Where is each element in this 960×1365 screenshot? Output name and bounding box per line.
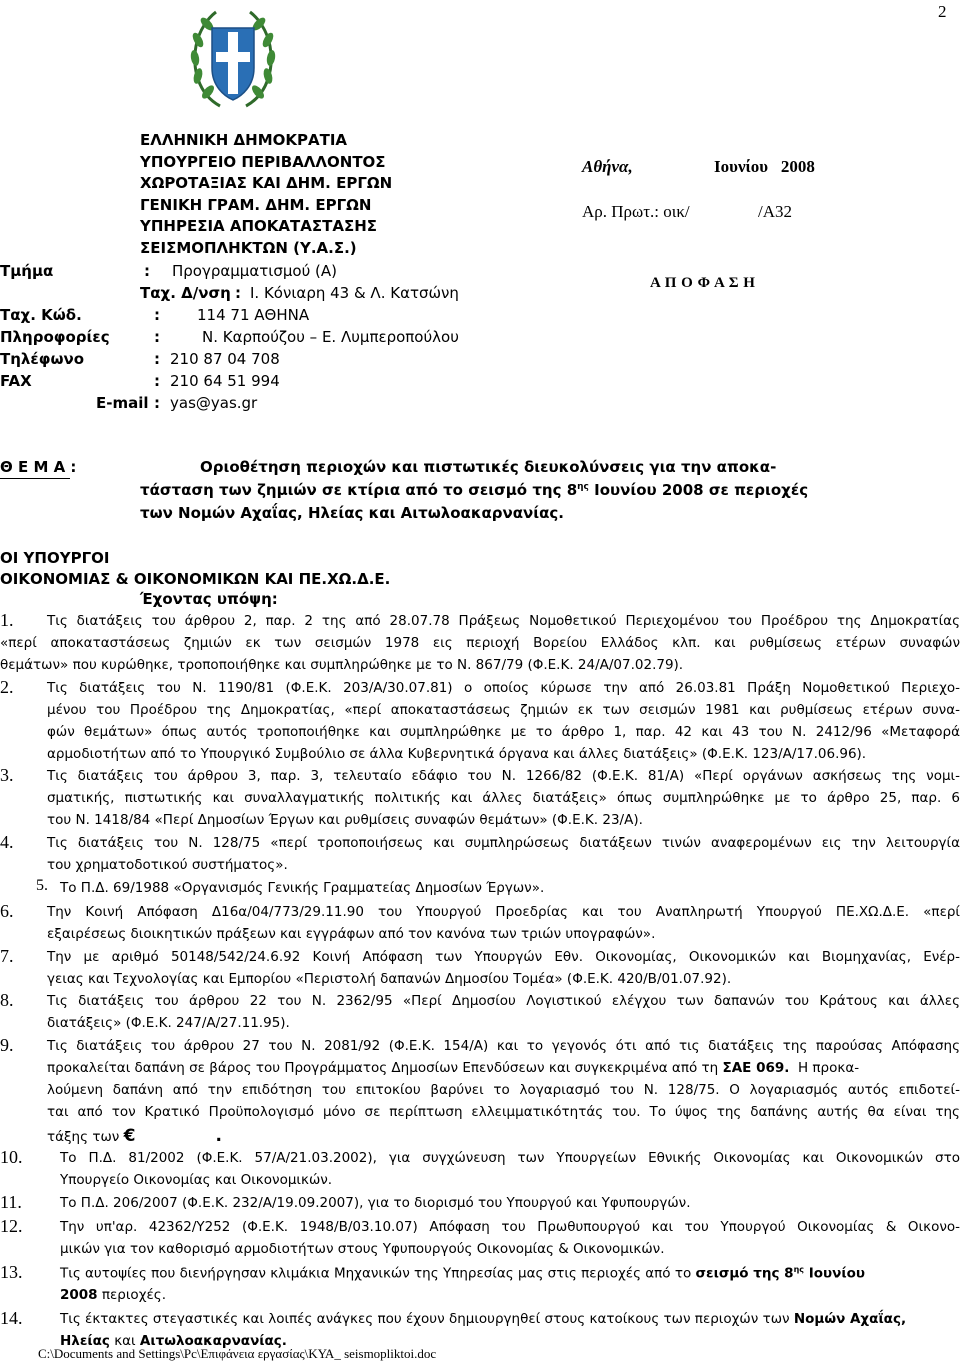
item-9-line: τάξης των € . [47,1126,222,1146]
colon: : [235,284,241,302]
item-9-line: Τις διατάξεις του άρθρου 27 του Ν. 2081/92 (Φ.Ε.Κ. 154/Α) και το γεγονός ότι από τις διατάξεις της παρούσας Απόφασης [47,1038,960,1054]
item-4-line: του χρηματοδοτικού συστήματος». [47,857,288,873]
header-line: ΣΕΙΣΜΟΠΛΗΚΤΩΝ (Υ.Α.Σ.) [140,238,357,257]
field-value-tmima: Προγραμματισμού (Α) [172,262,337,280]
item-9-line: λούμενη δαπάνη από την επιδότηση του επιτοκίου βαρύνει το λογαριασμό του Ν. 128/75. Ο λογαριασμός αυτός επιδοτεί- [47,1082,960,1098]
field-label-phone: Τηλέφωνο [0,350,85,368]
item-2-line: φών θεμάτων» όπως αυτός τροποποιήθηκε και συμπληρώθηκε με το άρθρο 1, παρ. 42 και 43 του Ν. 2412/96 «Μεταφορά [47,724,960,740]
item-4-line: Τις διατάξεις του Ν. 128/75 «περί τροποποιήσεως και συμπληρώσεως διατάξεων τινών αναφερομένων εις την λειτουργία [47,835,960,851]
item-14-line: Ηλείας και Αιτωλοακαρνανίας. [60,1333,287,1349]
header-line: ΓΕΝΙΚΗ ΓΡΑΜ. ΔΗΜ. ΕΡΓΩΝ [140,195,372,214]
item-number: 6. [0,901,14,921]
field-value-fax: 210 64 51 994 [170,372,280,390]
item-6-line: Την Κοινή Απόφαση Δ16α/04/773/29.11.90 του Υπουργού Προεδρίας και του Αναπληρωτή Υπουργού ΠΕ.ΧΩ.Δ.Ε. «περί [47,904,960,920]
item-number: 13. [0,1262,23,1282]
item-number: 4. [0,832,14,852]
item-1-line: «περί αποκαταστάσεως ζημιών εκ των σεισμών 1978 εις περιοχή Βορείου Ελλάδος κλπ. και ρυθμίσεως ετέρων συναφών [0,635,960,651]
ministers-title: ΟΙΚΟΝΟΜΙΑΣ & ΟΙΚΟΝΟΜΙΚΩΝ ΚΑΙ ΠΕ.ΧΩ.Δ.Ε. [0,570,391,588]
header-line: ΧΩΡΟΤΑΞΙΑΣ ΚΑΙ ΔΗΜ. ΕΡΓΩΝ [140,174,393,192]
item-1-line: θεμάτων» που κυρώθηκε, τροποποιήθηκε και συμπληρώθηκε με το Ν. 867/79 (Φ.Ε.Κ. 24/Α/07.02.79). [0,657,684,673]
subject-line: των Νομών Αχαΐας, Ηλείας και Αιτωλοακαρνανίας. [140,504,565,522]
footer-file-path: C:\Documents and Settings\Pc\Επιφάνεια εργασίας\ΚΥΑ_ seismopliktoi.doc [38,1346,437,1361]
item-number: 11. [0,1192,22,1212]
date: Ιουνίου 2008 [714,157,815,176]
colon: : [154,328,160,346]
item-7-line: Την με αριθμό 50148/542/24.6.92 Κοινή Απόφαση των Υπουργών Εθν. Οικονομίας, Οικονομικών και Βιομηχανίας, Ενέρ- [47,949,960,965]
item-7-line: γειας και Τεχνολογίας και Εμπορίου «Περιστολή δαπανών Δημοσίου Τομέα» (Φ.Ε.Κ. 420/Β/01.07.92). [47,971,732,987]
subject-underline [0,478,70,479]
item-11-line: Το Π.Δ. 206/2007 (Φ.Ε.Κ. 232/Α/19.09.2007), για το διορισμό του Υπουργού και Υφυπουργών. [60,1195,691,1211]
item-12-line: μικών για τον καθορισμό αρμοδιοτήτων στους Υφυπουργούς Οικονομίας & Οικονομικών. [60,1241,665,1257]
item-2-line: μένου του Προέδρου της Δημοκρατίας, «περί αποκαταστάσεως ζημιών εκ των σεισμών 1981 και ρυθμίσεως ετέρων συνα- [47,702,960,718]
place: Αθήνα, [582,157,633,176]
item-number: 5. [36,877,48,894]
item-3-line: Τις διατάξεις του άρθρου 3, παρ. 3, τελευταίο εδάφιο του Ν. 1266/82 (Φ.Ε.Κ. 81/Α) «Περί οργάνων ασκήσεως της νομι- [47,768,960,784]
field-value-postcode: 114 71 ΑΘΗΝΑ [197,306,310,324]
item-number: 9. [0,1035,14,1055]
item-5-line: Το Π.Δ. 69/1988 «Οργανισμός Γενικής Γραμματείας Δημοσίων Έργων». [60,880,545,896]
item-number: 1. [0,610,14,630]
colon: : [154,394,160,412]
euro-sign-icon: € [123,1126,136,1146]
item-8-line: διατάξεις» (Φ.Ε.Κ. 247/Α/27.11.95). [47,1015,290,1031]
field-value-address: Ι. Κόνιαρη 43 & Λ. Κατσώνη [250,284,459,302]
item-13-line: Τις αυτοψίες που διενήργησαν κλιμάκια Μηχανικών της Υπηρεσίας μας στις περιοχές από το σεισμό της $8^{\eta\varsigma}$ Ιουνίου [60,1265,865,1282]
item-number: 8. [0,990,14,1010]
field-value-info: Ν. Καρπούζου – Ε. Λυμπεροπούλου [202,328,459,346]
item-13-line: 2008 περιοχές. [60,1287,167,1303]
item-1-line: Τις διατάξεις του άρθρου 2, παρ. 2 της από 28.07.78 Πράξεως Νομοθετικού Περιεχομένου του Προέδρου της Δημοκρατίας [47,613,960,629]
field-label-info: Πληροφορίες [0,328,110,346]
colon: : [144,262,150,280]
header-line: ΥΠΗΡΕΣΙΑ ΑΠΟΚΑΤΑΣΤΑΣΗΣ [140,217,377,235]
considering-heading: Έχοντας υπόψη: [140,590,278,608]
ministers-title: ΟΙ ΥΠΟΥΡΓΟΙ [0,549,110,567]
colon: : [154,350,160,368]
item-9-line: προκαλείται δαπάνη σε βάρος του Προγράμματος Δημοσίων Επενδύσεων και συγκεκριμένα από τη ΣΑΕ 069. Η προκα- [47,1060,860,1076]
header-line: ΕΛΛΗΝΙΚΗ ΔΗΜΟΚΡΑΤΙΑ [140,131,348,149]
greek-coat-of-arms-emblem [190,6,276,112]
item-2-line: Τις διατάξεις του Ν. 1190/81 (Φ.Ε.Κ. 203/Α/30.07.81) ο οποίος κύρωσε την από 26.03.81 Πράξη Νομοθετικού Περιεχο- [47,680,960,696]
field-label-address: Ταχ. Δ/νση [140,284,231,302]
item-12-line: Την υπ'αρ. 42362/Υ252 (Φ.Ε.Κ. 1948/Β/03.10.07) Απόφαση του Πρωθυπουργού και του Υπουργού Οικονομίας & Οικονο- [60,1219,960,1235]
item-number: 14. [0,1308,23,1328]
item-number: 7. [0,946,14,966]
subject-line: τάσταση των ζημιών σε κτίρια από το σεισμό της $8^{\eta\varsigma}$ Ιουνίου 2008 σε περιοχές [140,481,809,499]
field-label-postcode: Ταχ. Κώδ. [0,306,82,324]
subject-line: Οριοθέτηση περιοχών και πιστωτικές διευκολύνσεις για την αποκα- [200,458,777,476]
subject-label: Θ Ε Μ Α : [0,458,77,476]
field-label-fax: FAX [0,372,32,390]
sae-code: ΣΑΕ 069. [722,1060,790,1076]
item-2-line: αρμοδιοτήτων από το Υπουργικό Συμβούλιο σε άλλα Κυβερνητικά όργανα και άλλες διατάξεις» (Φ.Ε.Κ. 123/Α/17.06.96). [47,746,867,762]
item-number: 2. [0,677,14,697]
authority-header [140,130,392,259]
item-3-line: του Ν. 1418/84 «Περί Δημοσίων Έργων και ρυθμίσεις συναφών θεμάτων» (Φ.Ε.Κ. 23/Α). [47,812,643,828]
item-9-line: ται από τον Κρατικό Προϋπολογισμό μόνο σε περίπτωση ελλειμματικότητάς του. Το ύψος της δαπάνης αυτής θα είναι της [47,1104,960,1120]
item-14-line: Τις έκτακτες στεγαστικές και λοιπές ανάγκες που έχουν δημιουργηθεί στους κατοίκους των περιοχών των Νομών Αχαΐας, [60,1311,907,1327]
protocol-suffix: /Α32 [758,202,792,221]
field-value-phone: 210 87 04 708 [170,350,280,368]
page-number: 2 [938,2,947,21]
item-10-line: Το Π.Δ. 81/2002 (Φ.Ε.Κ. 57/Α/21.03.2002), για συγχώνευση των Υπουργείων Εθνικής Οικονομίας και Οικονομικών στο [60,1150,960,1166]
header-line: ΥΠΟΥΡΓΕΙΟ ΠΕΡΙΒΑΛΛΟΝΤΟΣ [140,152,386,171]
protocol-number: Αρ. Πρωτ.: οικ/ [582,202,690,221]
colon: : [154,372,160,390]
item-number: 3. [0,765,14,785]
item-6-line: εξαιρέσεως διοικητικών πράξεων και εγγράφων από τον κανόνα των τριών υπογραφών». [47,926,656,942]
item-10-line: Υπουργείο Οικονομίας και Οικονομικών. [60,1172,333,1188]
item-number: 12. [0,1216,23,1236]
item-number: 10. [0,1147,23,1167]
field-label-email: E-mail [96,394,149,412]
field-label-tmima: Τμήμα [0,262,54,280]
item-8-line: Τις διατάξεις του άρθρου 22 του Ν. 2362/95 «Περί Δημοσίου Λογιστικού ελέγχου των δαπανών του Κράτους και άλλες [47,993,960,1009]
field-value-email: yas@yas.gr [170,394,258,412]
decision-title: Α Π Ο Φ Α Σ Η [650,275,756,291]
item-3-line: σματικής, πιστωτικής και συναλλαγματικής πολιτικής και άλλες διατάξεις» όπως συμπληρώθηκε με το άρθρο 25, παρ. 6 [47,790,960,806]
colon: : [154,306,160,324]
